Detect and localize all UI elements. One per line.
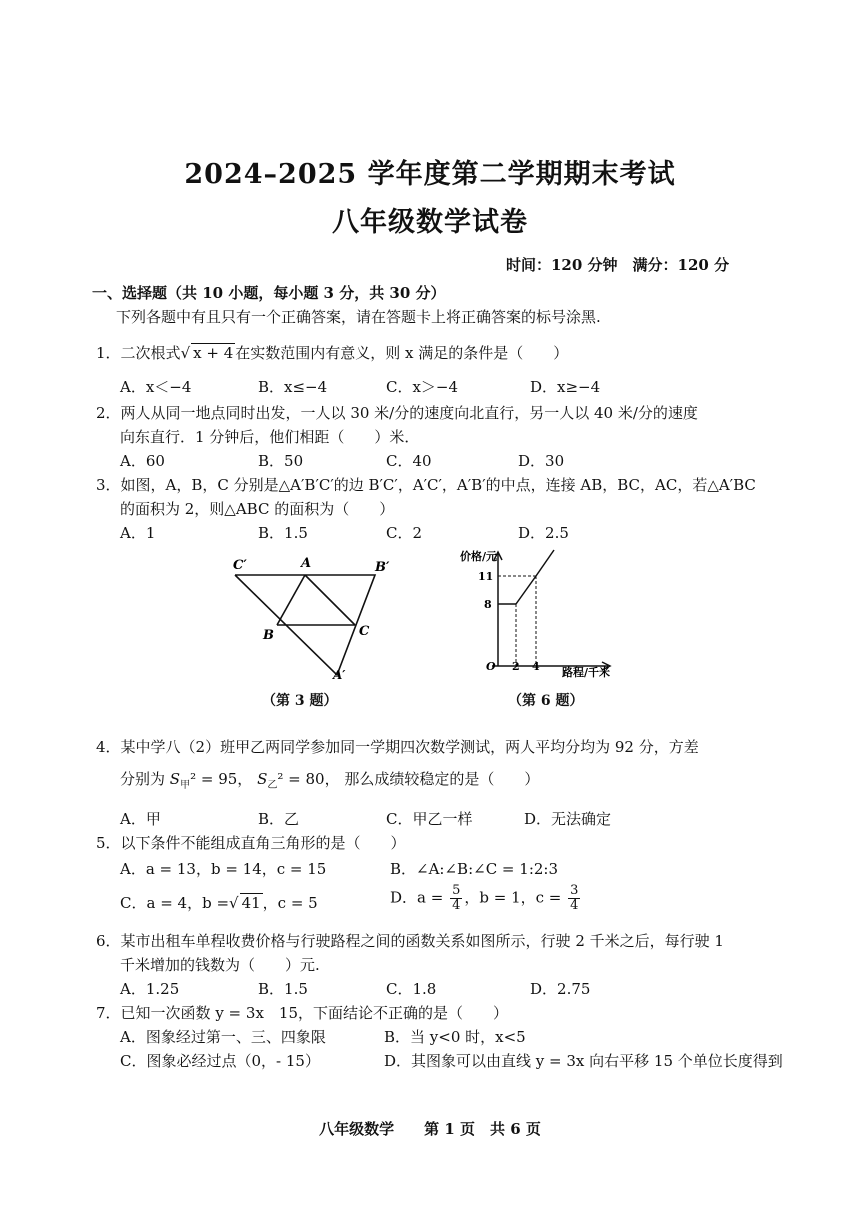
option-c: C．x＞−4: [386, 378, 459, 396]
question-4: 4．某中学八（2）班甲乙两同学参加同一学期四次数学测试，两人平均分均为 92 分，方差: [96, 738, 699, 756]
option-b: B．x≤−4: [258, 378, 328, 396]
question-number: 5．: [96, 834, 121, 852]
exam-title: 2024–2025 学年度第二学期期末考试: [184, 159, 676, 190]
taxi-graph: [456, 546, 626, 684]
option-b: B．50: [258, 452, 304, 470]
option-a: A．a = 13，b = 14，c = 15: [120, 860, 327, 878]
question-3: 3．如图，A，B，C 分别是△A′B′C′的边 B′C′，A′C′，A′B′的中点，连接 AB，BC，AC，若△A′BC: [96, 476, 756, 494]
graph-ray: [536, 550, 554, 576]
question-number: 4．: [96, 738, 121, 756]
option-b: B．1.5: [258, 524, 308, 542]
x-tick-4: 4: [532, 660, 540, 673]
sqrt-symbol: √: [180, 344, 191, 362]
label-a: A: [301, 556, 312, 571]
y-tick-11: 11: [478, 570, 494, 583]
x-axis-label: 路程/千米: [562, 666, 611, 679]
option-c: C．a = 4，b =√ 41 ，c = 5: [120, 894, 318, 912]
variance-jia: S: [169, 770, 181, 788]
question-1: 1．二次根式√ x + 4 在实数范围内有意义，则 x 满足的条件是（ ）: [96, 344, 569, 362]
y-axis-label: 价格/元: [460, 550, 498, 563]
question-number: 2．: [96, 404, 121, 422]
question-number: 7．: [96, 1004, 121, 1022]
option-c: C．2: [386, 524, 423, 542]
section-heading: 一、选择题（共 10 小题，每小题 3 分，共 30 分）: [92, 284, 446, 302]
label-c-prime: C′: [233, 558, 247, 573]
option-d: D．a = $\frac{5}{4}$ ，b = 1，c = $\frac{3}{4}$: [390, 883, 579, 913]
triangle-figure: [225, 555, 405, 685]
option-c: C．图象必经过点（0，- 15）: [120, 1052, 320, 1070]
fraction-a: $\frac{5}{4}$: [452, 883, 461, 913]
option-b: B．1.5: [258, 980, 308, 998]
exam-subtitle: 八年级数学试卷: [332, 207, 528, 238]
option-c: C．甲乙一样: [386, 810, 473, 828]
fraction-c: $\frac{3}{4}$: [570, 883, 579, 913]
exam-info: 时间：120 分钟 满分：120 分: [506, 256, 730, 274]
segment-ac: [305, 575, 355, 625]
option-a: A．甲: [120, 810, 161, 828]
label-b-prime: B′: [375, 560, 390, 575]
question-number: 6．: [96, 932, 121, 950]
option-d: D．无法确定: [524, 810, 612, 828]
option-a: A．图象经过第一、三、四象限: [120, 1028, 326, 1046]
figure-6-caption: （第 6 题）: [508, 693, 584, 709]
page-footer: 八年级数学 第 1 页 共 6 页: [319, 1120, 541, 1138]
option-d: D．2.75: [530, 980, 591, 998]
sqrt-symbol: √: [229, 894, 239, 912]
question-6: 6．某市出租车单程收费价格与行驶路程之间的函数关系如图所示，行驶 2 千米之后，每行驶 1: [96, 932, 724, 950]
y-tick-8: 8: [484, 598, 492, 611]
label-c: C: [359, 624, 370, 639]
question-3-line2: 的面积为 2，则△ABC 的面积为（ ）: [120, 500, 395, 518]
origin-label: O: [486, 660, 496, 673]
option-b: B．乙: [258, 810, 300, 828]
question-2-line2: 向东直行．1 分钟后，他们相距（ ）米．: [120, 428, 420, 446]
variance-yi: S: [257, 770, 268, 788]
option-d: D．30: [518, 452, 565, 470]
figure-3-caption: （第 3 题）: [262, 693, 338, 709]
label-b: B: [263, 628, 274, 643]
option-a: A．x＜−4: [120, 378, 192, 396]
option-d: D．2.5: [518, 524, 569, 542]
option-a: A．1: [120, 524, 156, 542]
option-c: C．40: [386, 452, 432, 470]
graph-rising-segment: [516, 576, 536, 604]
question-5: 5．以下条件不能组成直角三角形的是（ ）: [96, 834, 406, 852]
question-7: 7．已知一次函数 y = 3x 15，下面结论不正确的是（ ）: [96, 1004, 508, 1022]
question-number: 3．: [96, 476, 121, 494]
question-6-line2: 千米增加的钱数为（ ）元.: [120, 956, 320, 974]
section-instruction: 下列各题中有且只有一个正确答案，请在答题卡上将正确答案的标号涂黑.: [116, 308, 601, 326]
question-number: 1．: [96, 344, 121, 362]
option-d: D．x≥−4: [530, 378, 601, 396]
radicand: x + 4: [193, 344, 234, 362]
option-b: B．∠A:∠B:∠C = 1:2:3: [390, 860, 559, 878]
question-4-line2: 分别为 $S_甲^2 = 95$， $S_乙^2 = 80$， 那么成绩较稳定的是（ ）: [120, 770, 540, 791]
option-b: B．当 y<0 时，x<5: [384, 1028, 526, 1046]
segment-ab: [277, 575, 305, 625]
label-a-prime: A′: [333, 668, 346, 682]
option-a: A．60: [120, 452, 165, 470]
question-2: 2．两人从同一地点同时出发，一人以 30 米/分的速度向北直行，另一人以 40 米/分的速度: [96, 404, 698, 422]
option-c: C．1.8: [386, 980, 437, 998]
x-tick-2: 2: [512, 660, 520, 673]
option-d: D．其图象可以由直线 y = 3x 向右平移 15 个单位长度得到: [384, 1052, 783, 1070]
option-a: A．1.25: [120, 980, 180, 998]
